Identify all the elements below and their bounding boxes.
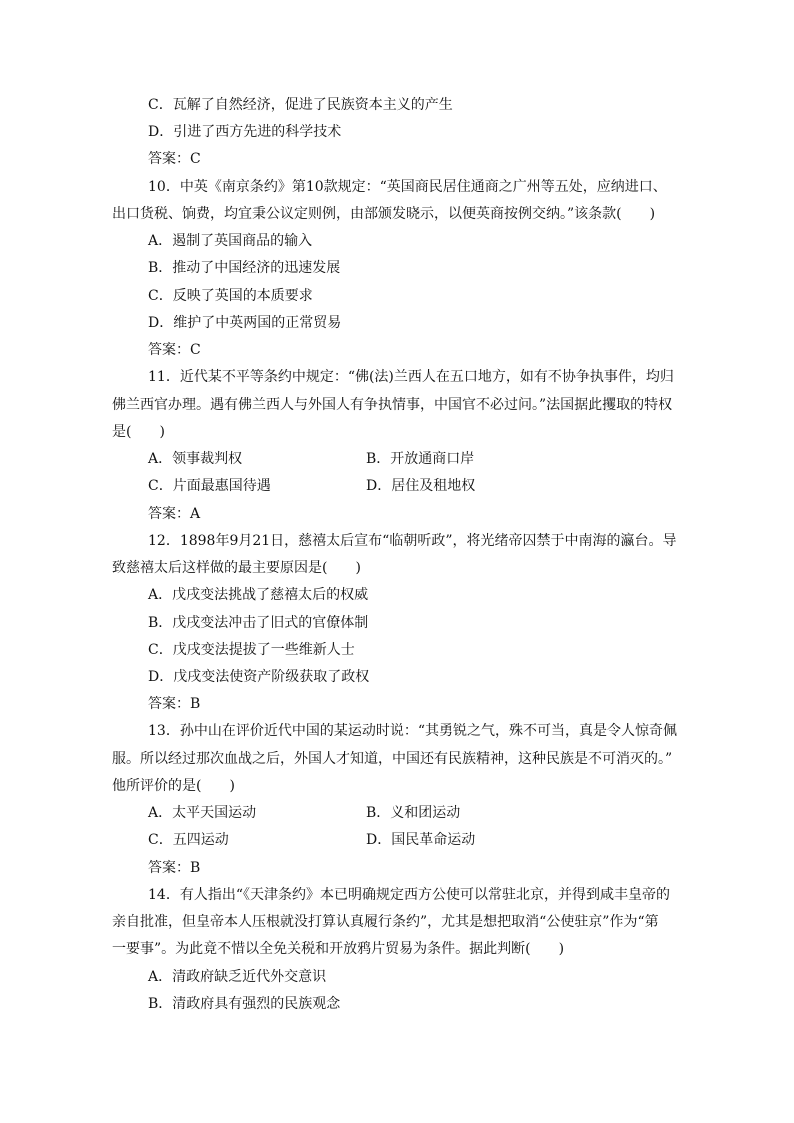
q14-option-b: B．清政府具有强烈的民族观念 [148, 996, 341, 1012]
q13-option-c: C．五四运动 [148, 832, 229, 848]
q12-answer: 答案：B [148, 696, 201, 712]
q13-stem-line2: 服。所以经过那次血战之后，外国人才知道，中国还有民族精神，这种民族是不可消灭的。” [112, 751, 673, 767]
q14-stem-line1: 14．有人指出“《天津条约》本已明确规定西方公使可以常驻北京，并得到咸丰皇帝的 [148, 887, 670, 903]
q10-stem-line2: 出口货税、饷费，均宜秉公议定则例，由部颁发晓示，以便英商按例交纳。”该条款( ) [112, 206, 656, 222]
q11-stem-line1: 11．近代某不平等条约中规定：“佛(法)兰西人在五口地方，如有不协争执事件，均归 [148, 369, 674, 385]
q11-option-d: D．居住及租地权 [366, 478, 476, 494]
q13-answer: 答案：B [148, 860, 201, 876]
q14-option-a: A．清政府缺乏近代外交意识 [148, 969, 327, 985]
q13-stem-line1: 13．孙中山在评价近代中国的某运动时说：“其勇锐之气，殊不可当，真是令人惊奇佩 [148, 723, 677, 739]
q12-option-d: D．戊戌变法使资产阶级获取了政权 [148, 669, 370, 685]
q14-stem-line3: 一要事”。为此竟不惜以全免关税和开放鸦片贸易为条件。据此判断( ) [112, 941, 565, 957]
q11-option-a: A．领事裁判权 [148, 451, 243, 467]
q11-answer: 答案：A [148, 506, 201, 522]
q10-option-c: C．反映了英国的本质要求 [148, 288, 313, 304]
q11-option-c: C．片面最惠国待遇 [148, 478, 271, 494]
q13-option-a: A．太平天国运动 [148, 805, 257, 821]
q10-option-d: D．维护了中英两国的正常贸易 [148, 315, 342, 331]
q12-option-c: C．戊戌变法提拔了一些维新人士 [148, 642, 355, 658]
q13-stem-line3: 他所评价的是( ) [112, 778, 235, 794]
q12-stem-line2: 致慈禧太后这样做的最主要原因是( ) [112, 560, 361, 576]
q11-option-b: B．开放通商口岸 [366, 451, 475, 467]
q10-stem-line1: 10．中英《南京条约》第10款规定：“英国商民居住通商之广州等五处，应纳进口、 [148, 179, 667, 195]
q13-option-b: B．义和团运动 [366, 805, 461, 821]
q13-option-d: D．国民革命运动 [366, 832, 476, 848]
q9-answer: 答案：C [148, 151, 201, 167]
q12-option-b: B．戊戌变法冲击了旧式的官僚体制 [148, 615, 369, 631]
q12-stem-line1: 12．1898年9月21日，慈禧太后宣布“临朝听政”，将光绪帝囚禁于中南海的瀛台。导 [148, 533, 677, 549]
q10-answer: 答案：C [148, 342, 201, 358]
q11-stem-line2: 佛兰西官办理。遇有佛兰西人与外国人有争执情事，中国官不必过问。”法国据此攫取的特权 [112, 397, 673, 413]
q11-stem-line3: 是( ) [112, 424, 165, 440]
q10-option-b: B．推动了中国经济的迅速发展 [148, 260, 341, 276]
q14-stem-line2: 亲自批准，但皇帝本人压根就没打算认真履行条约”，尤其是想把取消“公使驻京”作为“第 [112, 914, 659, 930]
q9-option-d: D．引进了西方先进的科学技术 [148, 124, 342, 140]
q10-option-a: A．遏制了英国商品的输入 [148, 233, 313, 249]
q12-option-a: A．戊戌变法挑战了慈禧太后的权威 [148, 587, 369, 603]
q9-option-c: C．瓦解了自然经济，促进了民族资本主义的产生 [148, 97, 453, 113]
